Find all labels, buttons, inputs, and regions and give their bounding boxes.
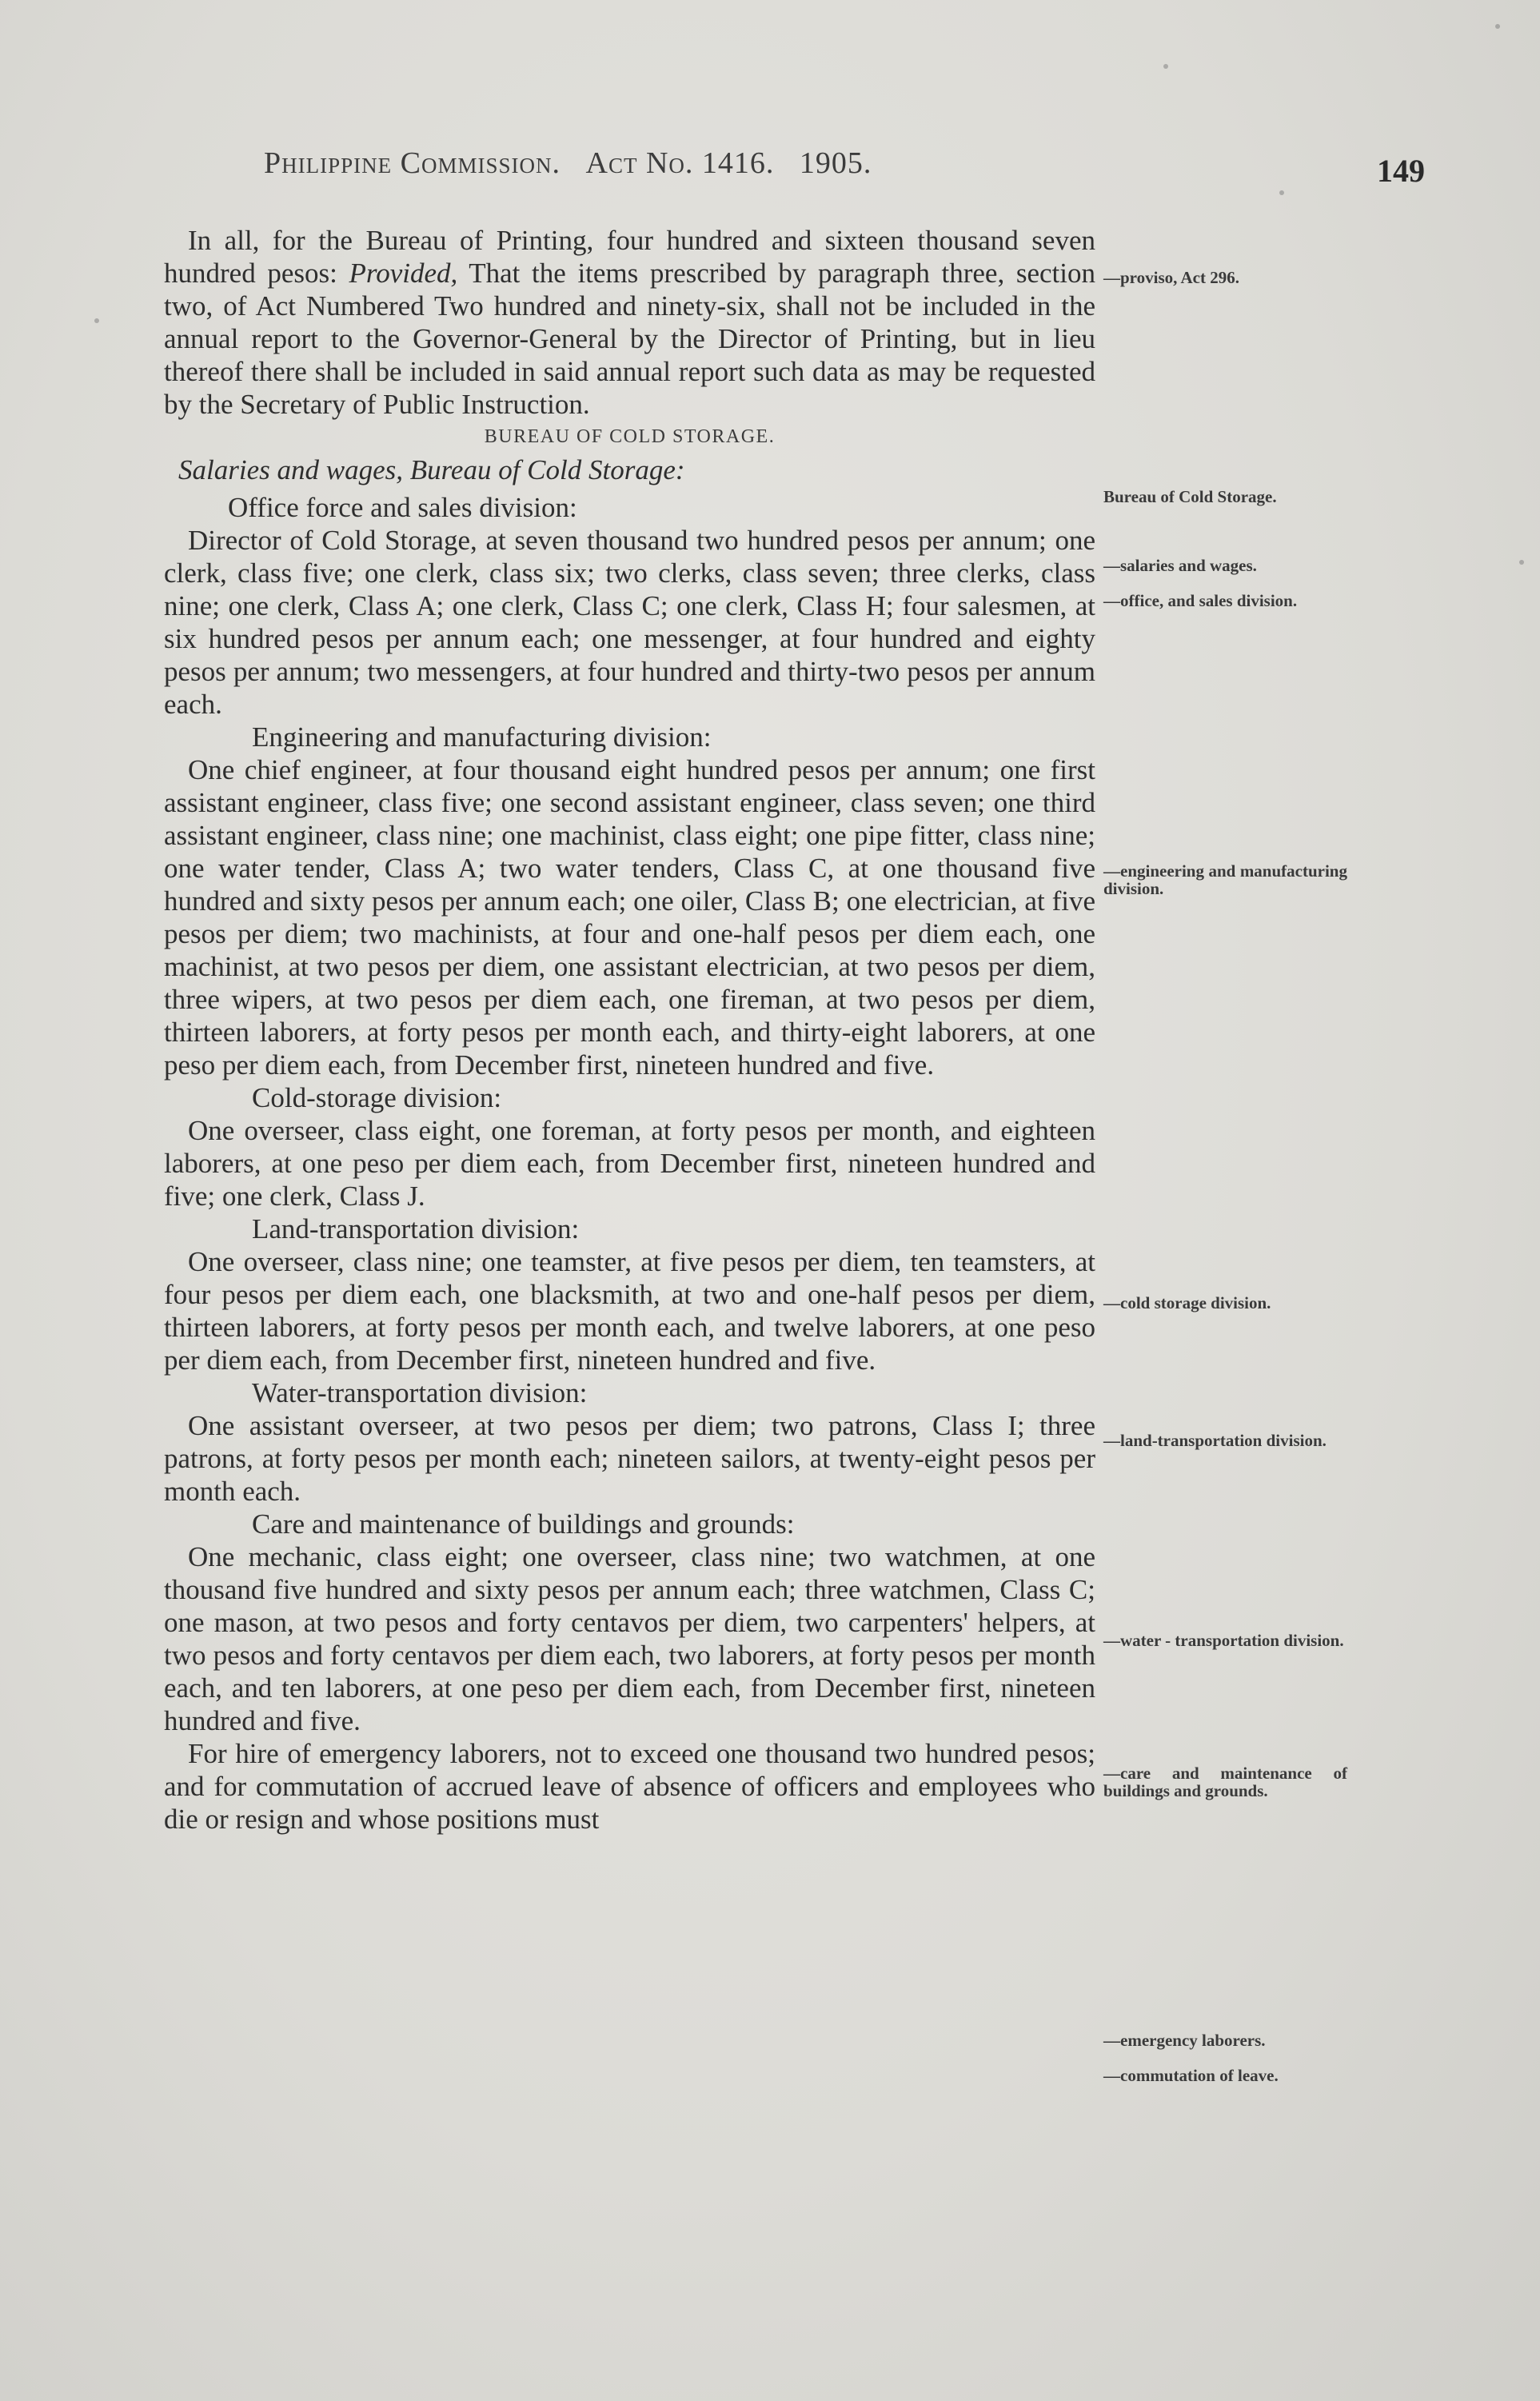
intro-text-after: That the items prescribed by paragraph three, section two, of Act Numbered Two hundred and ninety-six, shall not be included in the annual report to the Governor-General by the Director of Printing, but in lieu thereof there shall be included in said annual report such data as may be requested by the Secretary of Public Instruction. [164, 258, 1095, 420]
land-transportation-body: One overseer, class nine; one teamster, at five pesos per diem, ten teamsters, at four pesos per diem each, one blacksmith, at two and one-half pesos per diem, thirteen laborers, at forty pesos per month each, and twelve laborers, at one peso per diem each, from December first, nineteen hundred and five. [164, 1246, 1095, 1376]
salaries-heading: Salaries and wages, Bureau of Cold Storage: [178, 454, 685, 485]
margin-note-engineering: —engineering and manufacturing division. [1103, 861, 1347, 898]
proviso-word: Provided, [349, 258, 458, 289]
paper-speck [94, 318, 99, 323]
margin-note-water-transportation: —water - transportation division. [1103, 1631, 1344, 1650]
paper-speck [1495, 24, 1500, 29]
margin-note-office: —office, and sales division. [1103, 591, 1298, 610]
care-maintenance-heading: Care and maintenance of buildings and grounds: [252, 1508, 795, 1540]
running-title: Philippine Commission. [264, 146, 561, 180]
water-transportation-body: One assistant overseer, at two pesos per diem; two patrons, Class I; three patrons, at forty pesos per month each; nineteen sailors, at twenty-eight pesos per month each. [164, 1410, 1095, 1507]
cold-storage-division-body: One overseer, class eight, one foreman, at forty pesos per month, and eighteen laborers, at one peso per diem each, from December first, nineteen hundred and five; one clerk, Class J. [164, 1115, 1095, 1212]
land-transportation-heading: Land-transportation division: [252, 1213, 580, 1244]
margin-note-cold-storage: —cold storage division. [1103, 1293, 1271, 1312]
intro-text-before: In all, for the Bureau of Printing, four hundred and sixteen thousand seven hundred pesos: [164, 225, 1095, 289]
care-maintenance-body: One mechanic, class eight; one overseer, class nine; two watchmen, at one thousand five hundred and sixty pesos per annum each; three watchmen, Class C; one mason, at two pesos and forty centavos per diem, two carpenters' helpers, at two pesos and forty centavos per diem each, two laborers, at forty pesos per month each, and ten laborers, at one peso per diem each, from December first, nineteen hundred and five. [164, 1541, 1095, 1736]
emergency-paragraph: For hire of emergency laborers, not to exceed one thousand two hundred pesos; and for commutation of accrued leave of absence of officers and employees who die or resign and whose positions must [164, 1738, 1095, 1835]
margin-note-emergency: —emergency laborers. [1103, 2031, 1266, 2050]
paper-speck [1279, 190, 1284, 195]
margin-note-salaries: —salaries and wages. [1103, 556, 1257, 575]
act-number: Act No. 1416. [585, 146, 775, 180]
engineering-division-heading: Engineering and manufacturing division: [252, 721, 712, 753]
office-division-heading: Office force and sales division: [228, 492, 577, 523]
paper-speck [1163, 64, 1168, 69]
act-year: 1905. [799, 146, 872, 180]
section-title: BUREAU OF COLD STORAGE. [484, 426, 776, 447]
paper-speck [1519, 560, 1524, 565]
office-division-body: Director of Cold Storage, at seven thousand two hundred pesos per annum; one clerk, class five; one clerk, class six; two clerks, class seven; three clerks, class nine; one clerk, Class A; one clerk, Class C; one clerk, Class H; four salesmen, at six hundred pesos per annum each; one messenger, at four hundred and eighty pesos per annum; two messengers, at four hundred and thirty-two pesos per annum each. [164, 525, 1095, 720]
margin-note-care-maintenance: —care and maintenance of buildings and grounds. [1103, 1764, 1347, 1800]
margin-note-commutation: —commutation of leave. [1103, 2066, 1279, 2085]
cold-storage-division-heading: Cold-storage division: [252, 1082, 502, 1113]
main-text [164, 224, 1095, 1836]
running-header [264, 146, 872, 181]
margin-note-land-transportation: —land-transportation division. [1103, 1431, 1327, 1450]
intro-paragraph [164, 224, 1095, 421]
water-transportation-heading: Water-transportation division: [252, 1377, 588, 1408]
page-number: 149 [1377, 153, 1425, 189]
margin-note-bureau: Bureau of Cold Storage. [1103, 487, 1277, 506]
margin-note-proviso: —proviso, Act 296. [1103, 268, 1239, 287]
engineering-division-body: One chief engineer, at four thousand eight hundred pesos per annum; one first assistant engineer, class five; one second assistant engineer, class seven; one third assistant engineer, class nine; one machinist, class eight; one pipe fitter, class nine; one water tender, Class A; two water tenders, Class C, at one thousand five hundred and sixty pesos per annum each; one oiler, Class B; one electrician, at five pesos per diem; two machinists, at four and one-half pesos per diem each, one machinist, at two pesos per diem, one assistant electrician, at two pesos per diem, three wipers, at two pesos per diem each, one fireman, at two pesos per diem, thirteen laborers, at forty pesos per month each, and thirty-eight laborers, at one peso per diem each, from December first, nineteen hundred and five. [164, 754, 1095, 1081]
